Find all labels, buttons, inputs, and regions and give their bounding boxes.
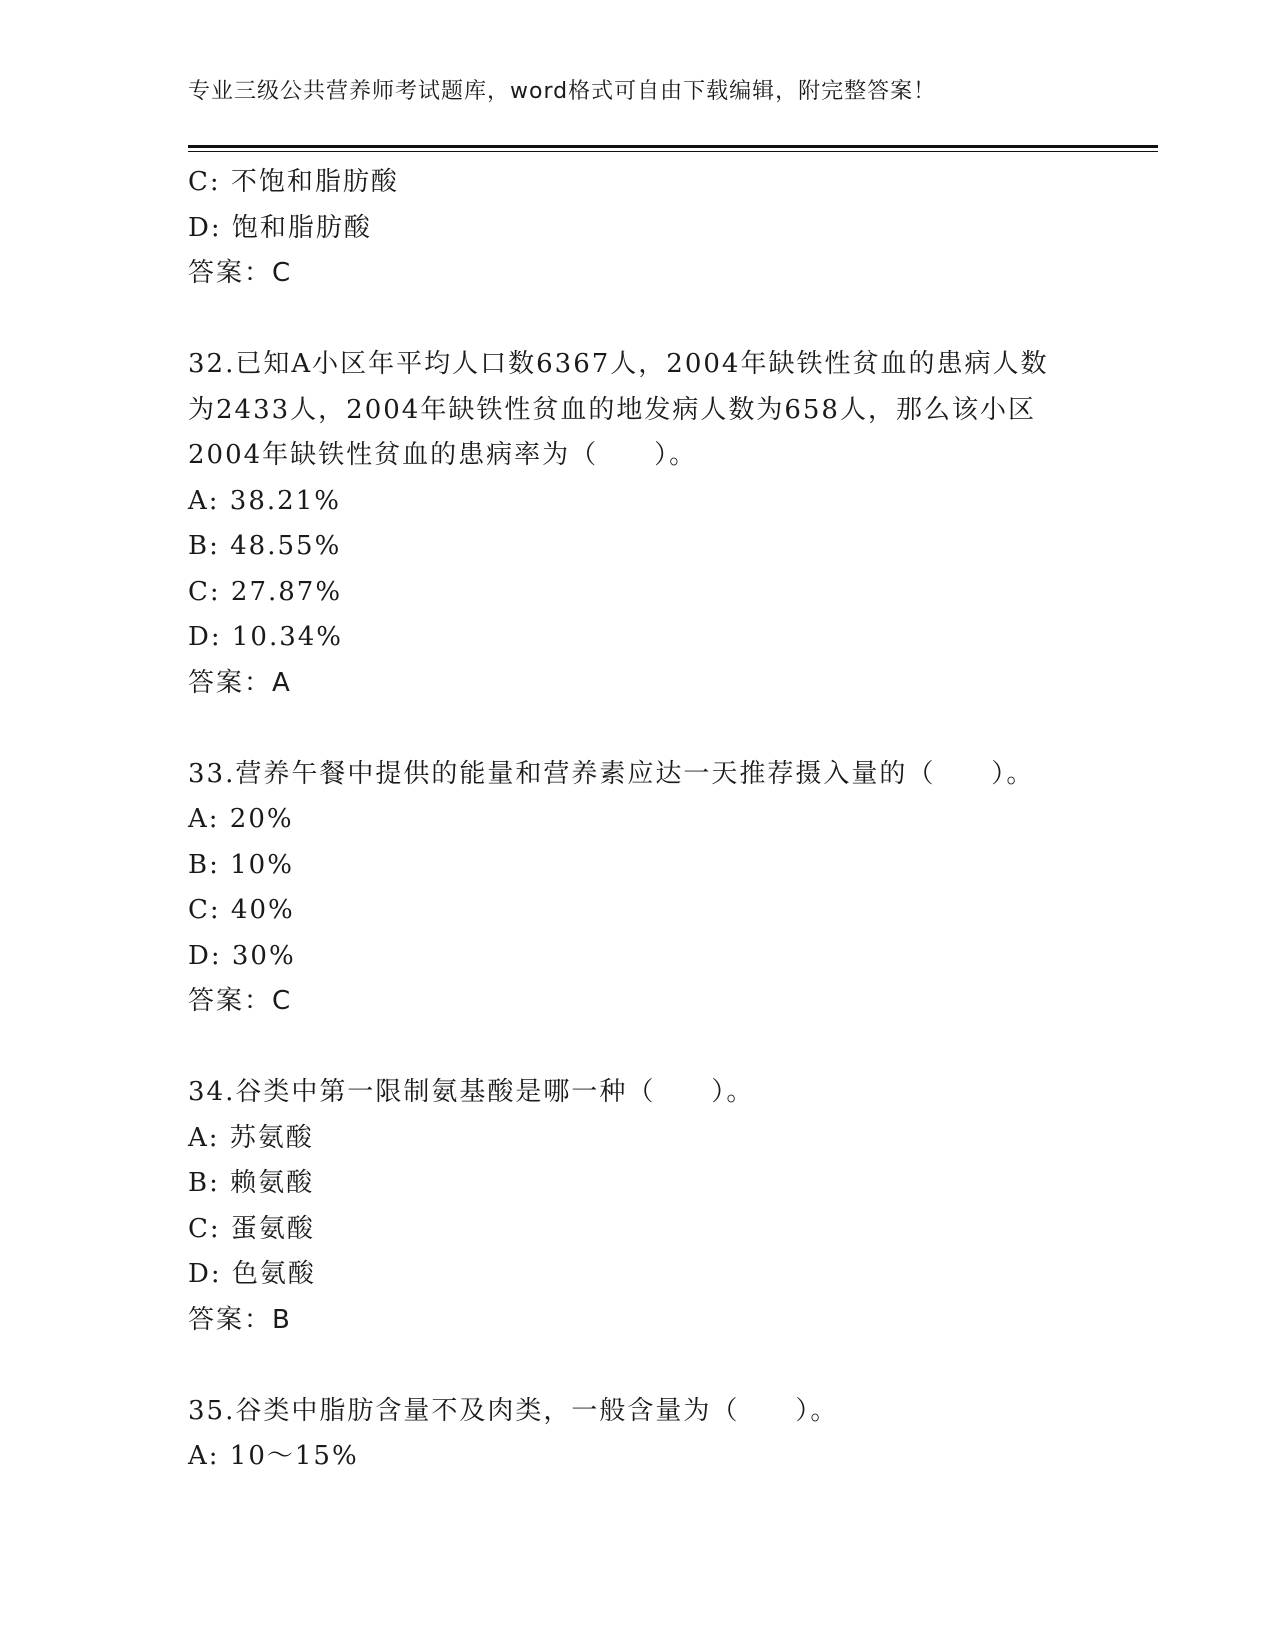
question-text-line: 35.谷类中脂肪含量不及肉类，一般含量为（ ）。: [188, 1395, 839, 1426]
question-text-line: 33.营养午餐中提供的能量和营养素应达一天推荐摄入量的（ ）。: [188, 758, 1035, 789]
answer-option: A: 20%: [188, 804, 294, 834]
question-text-line: 为2433人，2004年缺铁性贫血的地发病人数为658人，那么该小区: [188, 394, 1036, 425]
question-block: [188, 1070, 1088, 1343]
answer-option: D: 30%: [188, 940, 296, 971]
answer-option: C: 27.87%: [188, 576, 343, 607]
question-block: [188, 1389, 1088, 1480]
answer-key: 答案：C: [188, 986, 293, 1016]
answer-option: B: 赖氨酸: [188, 1168, 315, 1198]
answer-option: B: 10%: [188, 849, 294, 880]
answer-option: C: 不饱和脂肪酸: [188, 167, 399, 197]
block-spacer: [188, 1343, 1088, 1389]
answer-option: A: 苏氨酸: [188, 1122, 314, 1153]
question-block: [188, 160, 1088, 297]
answer-option: D: 10.34%: [188, 622, 344, 652]
answer-key: 答案：A: [188, 667, 292, 698]
question-text-line: 32.已知A小区年平均人口数6367人，2004年缺铁性贫血的患病人数: [188, 349, 1049, 379]
header-rule-thick: [188, 145, 1158, 148]
question-block: [188, 342, 1088, 706]
block-spacer: [188, 706, 1088, 752]
block-spacer: [188, 1025, 1088, 1071]
header-rule-thin: [188, 151, 1158, 152]
question-text-line: 2004年缺铁性贫血的患病率为（ ）。: [188, 440, 698, 470]
answer-key: 答案：C: [188, 258, 293, 288]
block-spacer: [188, 297, 1088, 343]
page-header: 专业三级公共营养师考试题库，word格式可自由下载编辑，附完整答案！: [188, 79, 937, 104]
answer-key: 答案：B: [188, 1304, 292, 1335]
question-block: [188, 752, 1088, 1025]
answer-option: A: 10～15%: [188, 1441, 359, 1471]
answer-option: D: 饱和脂肪酸: [188, 212, 372, 243]
answer-option: D: 色氨酸: [188, 1259, 316, 1289]
answer-option: C: 蛋氨酸: [188, 1213, 315, 1244]
answer-option: B: 48.55%: [188, 531, 342, 561]
answer-option: A: 38.21%: [188, 485, 341, 516]
question-list: [188, 160, 1088, 1480]
answer-option: C: 40%: [188, 895, 295, 925]
question-text-line: 34.谷类中第一限制氨基酸是哪一种（ ）。: [188, 1077, 755, 1107]
